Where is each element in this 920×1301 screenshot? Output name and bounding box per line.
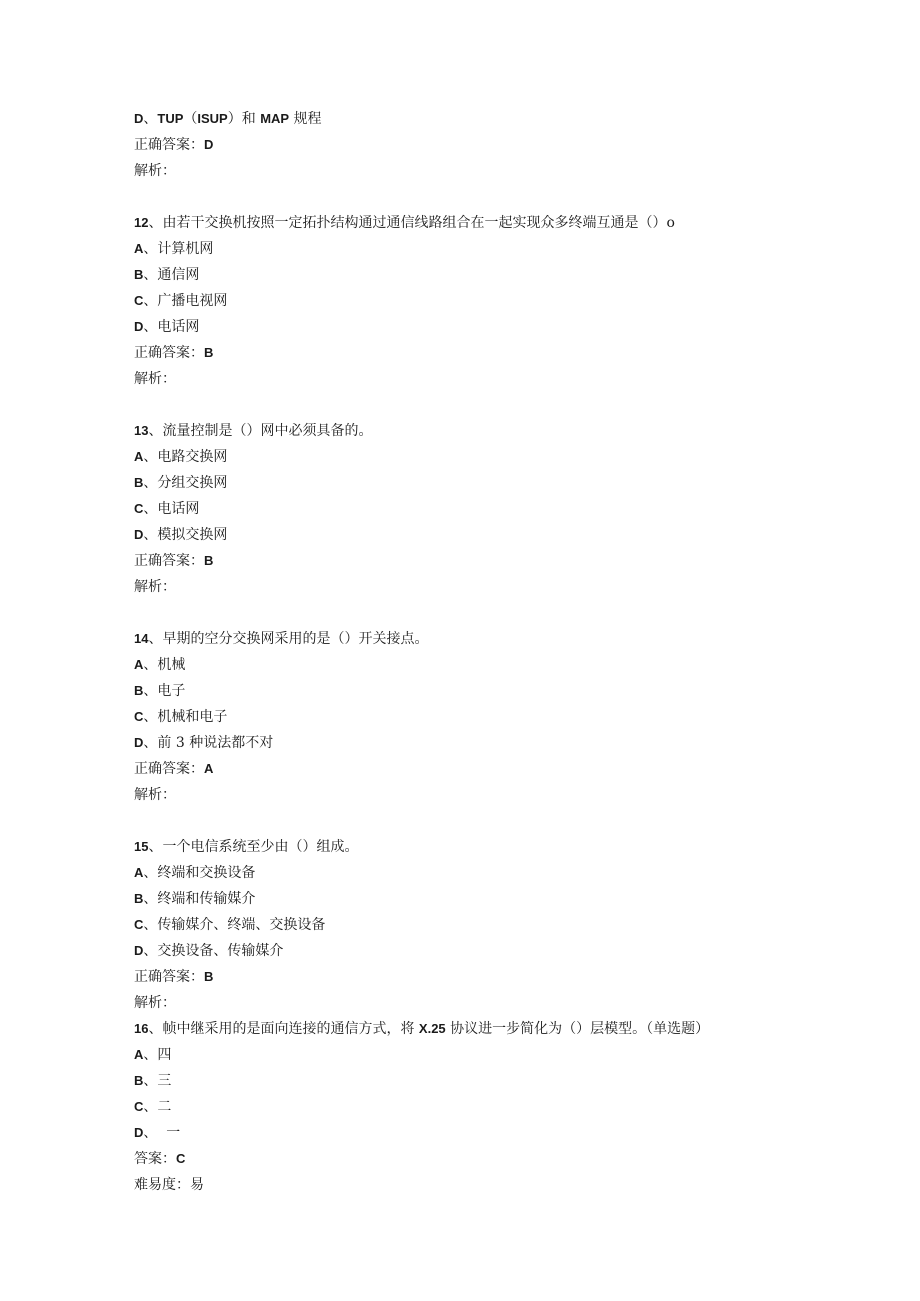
option-text: 电话网 [157, 501, 200, 517]
option-letter: C [134, 501, 144, 516]
question-number: 16 [134, 1021, 149, 1036]
question-term: X.25 [418, 1021, 446, 1036]
answer-line [134, 340, 894, 366]
option-letter: A [134, 241, 144, 256]
option-letter: C [134, 1099, 144, 1114]
answer-value: D [204, 137, 214, 152]
spacer [134, 392, 894, 418]
option-text: 终端和传输媒介 [157, 891, 256, 907]
option-letter: A [134, 1047, 144, 1062]
question-text: 早期的空分交换网采用的是（）开关接点。 [162, 631, 429, 647]
spacer [134, 184, 894, 210]
option-letter: D [134, 735, 144, 750]
option-text: 四 [157, 1047, 172, 1063]
difficulty-line [134, 1172, 894, 1198]
option-d: D、 一 [134, 1125, 181, 1141]
option-d: D、前 3 种说法都不对 [134, 735, 274, 751]
option-letter: D [134, 319, 144, 334]
option-letter: C [134, 709, 144, 724]
option-text: 交换设备、传输媒介 [157, 943, 284, 959]
option-text: 前 3 种说法都不对 [157, 735, 274, 751]
answer-line [134, 548, 894, 574]
question-sep: 、 [148, 423, 163, 439]
option-letter: C [134, 917, 144, 932]
option-term: TUP [157, 111, 184, 126]
option-text: 二 [157, 1099, 172, 1115]
option-text: 机械和电子 [157, 709, 228, 725]
option-c: C、机械和电子 [134, 709, 228, 725]
option-text: ）和 [227, 111, 261, 127]
analysis-line [134, 990, 894, 1016]
option-text: 电话网 [157, 319, 200, 335]
answer-line [134, 1146, 894, 1172]
spacer [134, 808, 894, 834]
option-c: C、广播电视网 [134, 293, 228, 309]
option-b: B、三 [134, 1073, 172, 1089]
option-term: MAP [260, 111, 290, 126]
spacer [134, 600, 894, 626]
question-text: 流量控制是（）网中必须具备的。 [162, 423, 373, 439]
option-d: D、模拟交换网 [134, 527, 228, 543]
option-text: 一 [157, 1125, 181, 1141]
question-number: 15 [134, 839, 149, 854]
option-letter: B [134, 267, 144, 282]
option-text: 传输媒介、终端、交换设备 [157, 917, 326, 933]
option-text: 分组交换网 [157, 475, 228, 491]
question-text: 帧中继采用的是面向连接的通信方式，将 [162, 1021, 419, 1037]
option-text: 计算机网 [157, 241, 214, 257]
question-stem [134, 210, 894, 236]
option-letter: D [134, 943, 144, 958]
option-term: ISUP [197, 111, 228, 126]
option-d-q11 [134, 106, 894, 132]
option-text: （ [183, 111, 198, 127]
option-d: D、电话网 [134, 319, 200, 335]
question-number: 13 [134, 423, 149, 438]
option-sep: 、 [143, 111, 158, 127]
option-letter: B [134, 891, 144, 906]
option-a: A、机械 [134, 657, 186, 673]
option-letter: B [134, 683, 144, 698]
analysis-label: 解析： [134, 163, 176, 179]
document-page [134, 106, 894, 1198]
option-letter: A [134, 657, 144, 672]
answer-value: C [176, 1151, 186, 1166]
analysis-label: 解析： [134, 371, 176, 387]
question-text: 一个电信系统至少由（）组成。 [162, 839, 359, 855]
answer-label: 答案： [134, 1151, 176, 1167]
option-letter: D [134, 111, 144, 126]
question-sep: 、 [148, 839, 163, 855]
option-a: A、计算机网 [134, 241, 214, 257]
answer-value: B [204, 345, 214, 360]
answer-label: 正确答案： [134, 137, 204, 153]
option-letter: D [134, 527, 144, 542]
option-b: B、电子 [134, 683, 186, 699]
analysis-label: 解析： [134, 579, 176, 595]
option-letter: D [134, 1125, 144, 1140]
answer-line [134, 132, 894, 158]
option-letter: B [134, 1073, 144, 1088]
analysis-line [134, 782, 894, 808]
analysis-label: 解析： [134, 995, 176, 1011]
option-b: B、通信网 [134, 267, 200, 283]
option-c: C、传输媒介、终端、交换设备 [134, 917, 326, 933]
analysis-line [134, 574, 894, 600]
answer-label: 正确答案： [134, 969, 204, 985]
question-number: 12 [134, 215, 149, 230]
question-stem [134, 834, 894, 860]
analysis-line [134, 366, 894, 392]
option-c: C、二 [134, 1099, 172, 1115]
answer-label: 正确答案： [134, 761, 204, 777]
option-text: 模拟交换网 [157, 527, 228, 543]
answer-line [134, 964, 894, 990]
option-a: A、电路交换网 [134, 449, 228, 465]
question-sep: 、 [148, 215, 163, 231]
question-stem [134, 626, 894, 652]
question-text: 协议进一步简化为（）层模型。（单选题） [445, 1021, 710, 1037]
difficulty-value: 易 [190, 1177, 204, 1193]
option-text: 规程 [289, 111, 322, 127]
analysis-label: 解析： [134, 787, 176, 803]
option-b: B、终端和传输媒介 [134, 891, 256, 907]
option-letter: A [134, 449, 144, 464]
question-stem [134, 418, 894, 444]
option-text: 电路交换网 [157, 449, 228, 465]
option-text: 终端和交换设备 [157, 865, 256, 881]
answer-label: 正确答案： [134, 553, 204, 569]
option-letter: C [134, 293, 144, 308]
option-b: B、分组交换网 [134, 475, 228, 491]
option-a: A、终端和交换设备 [134, 865, 256, 881]
analysis-line [134, 158, 894, 184]
answer-value: A [204, 761, 214, 776]
option-text: 三 [157, 1073, 172, 1089]
answer-value: B [204, 969, 214, 984]
option-d: D、交换设备、传输媒介 [134, 943, 284, 959]
option-letter: A [134, 865, 144, 880]
answer-value: B [204, 553, 214, 568]
option-text: 机械 [157, 657, 186, 673]
difficulty-label: 难易度： [134, 1177, 190, 1193]
option-text: 通信网 [157, 267, 200, 283]
option-a: A、四 [134, 1047, 172, 1063]
question-sep: 、 [148, 631, 163, 647]
question-sep: 、 [148, 1021, 163, 1037]
answer-line [134, 756, 894, 782]
option-text: 广播电视网 [157, 293, 228, 309]
option-c: C、电话网 [134, 501, 200, 517]
question-number: 14 [134, 631, 149, 646]
question-stem [134, 1016, 894, 1042]
question-text: 由若干交换机按照一定拓扑结构通过通信线路组合在一起实现众多终端互通是（）o [162, 215, 675, 231]
answer-label: 正确答案： [134, 345, 204, 361]
option-text: 电子 [157, 683, 186, 699]
option-letter: B [134, 475, 144, 490]
